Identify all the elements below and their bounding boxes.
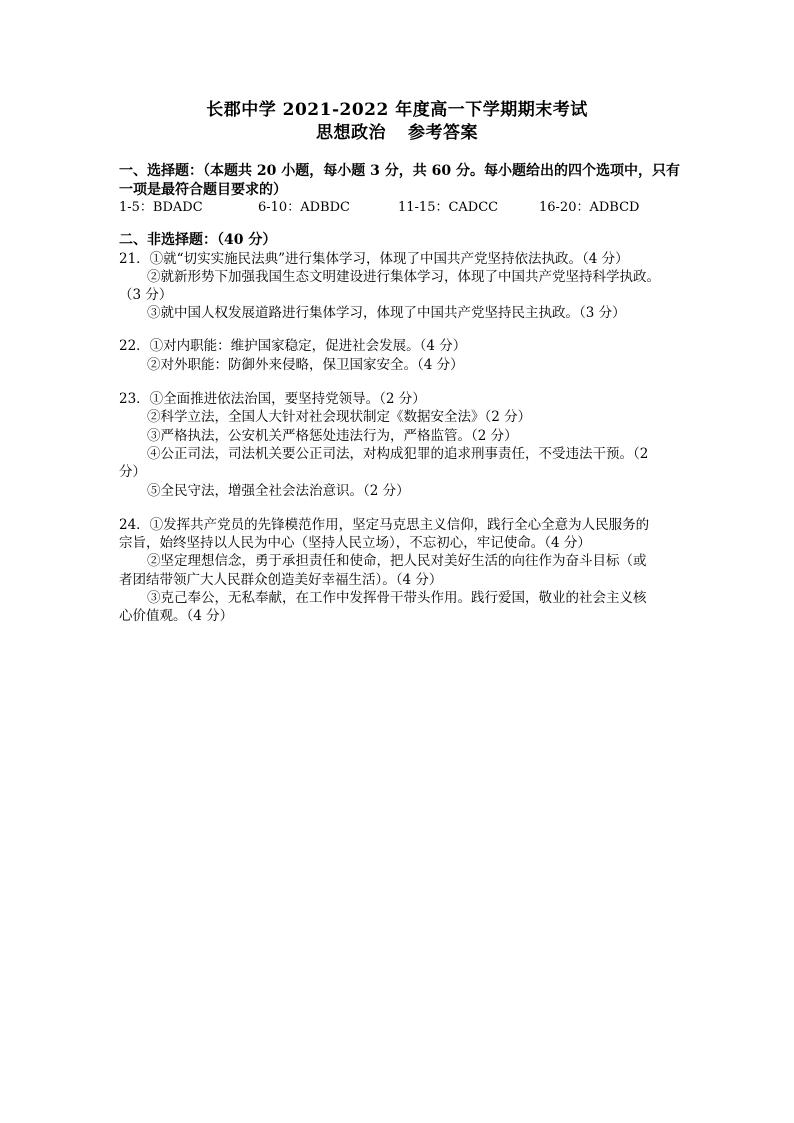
q24-line: 24．①发挥共产党员的先锋模范作用，坚定马克思主义信仰，践行全心全意为人民服务的 — [119, 517, 650, 533]
q23-line: 分） — [119, 464, 146, 480]
q21-line: ③就中国人权发展道路进行集体学习，体现了中国共产党坚持民主执政。（3 分） — [147, 305, 626, 321]
q23-line: ⑤全民守法，增强全社会法治意识。（2 分） — [147, 483, 410, 499]
q22-line: ②对外职能：防御外来侵略，保卫国家安全。（4 分） — [147, 357, 464, 373]
page-subtitle — [0, 122, 794, 144]
q21-line: 21．①就“切实实施民法典”进行集体学习，体现了中国共产党坚持依法执政。（4 分） — [119, 251, 629, 267]
q23-line: ②科学立法，全国人大针对社会现状制定《数据安全法》（2 分） — [147, 409, 532, 425]
answer-key-label: 参考答案 — [408, 123, 478, 143]
section1-heading-line2: 一项是最符合题目要求的） — [119, 182, 287, 198]
q24-line: ②坚定理想信念，勇于承担责任和使命，把人民对美好生活的向往作为奋斗目标（或 — [147, 553, 647, 569]
q23-line: ④公正司法，司法机关要公正司法，对构成犯罪的追求刑事责任，不受违法干预。（2 — [147, 446, 649, 462]
mc-answer-group-1: 1-5：BDADC — [119, 200, 203, 215]
mc-answer-group-2: 6-10：ADBDC — [258, 200, 350, 215]
q24-line: 心价值观。（4 分） — [119, 608, 234, 624]
mc-answer-group-3: 11-15：CADCC — [398, 200, 499, 215]
section2-heading: 二、非选择题：（40 分） — [119, 232, 277, 248]
mc-answer-group-4: 16-20：ADBCD — [539, 200, 640, 215]
q21-line: （3 分） — [119, 287, 173, 303]
subject-name: 思想政治 — [316, 123, 386, 143]
q24-line: ③克己奉公，无私奉献，在工作中发挥骨干带头作用。践行爱国，敬业的社会主义核 — [147, 590, 647, 606]
q21-line: ②就新形势下加强我国生态文明建设进行集体学习，体现了中国共产党坚持科学执政。 — [147, 269, 660, 285]
q24-line: 宗旨，始终坚持以人民为中心（坚持人民立场），不忘初心，牢记使命。（4 分） — [119, 535, 591, 551]
q22-line: 22．①对内职能：维护国家稳定，促进社会发展。（4 分） — [119, 338, 467, 354]
q23-line: 23．①全面推进依法治国，要坚持党领导。（2 分） — [119, 391, 426, 407]
page-title: 长郡中学 2021-2022 年度高一下学期期末考试 — [206, 100, 588, 120]
q23-line: ③严格执法，公安机关严格惩处违法行为，严格监管。（2 分） — [147, 428, 518, 444]
section1-heading-line1: 一、选择题：（本题共 20 小题，每小题 3 分，共 60 分。每小题给出的四个选项中，只有 — [119, 163, 680, 179]
q24-line: 者团结带领广大人民群众创造美好幸福生活）。（4 分） — [119, 572, 443, 588]
